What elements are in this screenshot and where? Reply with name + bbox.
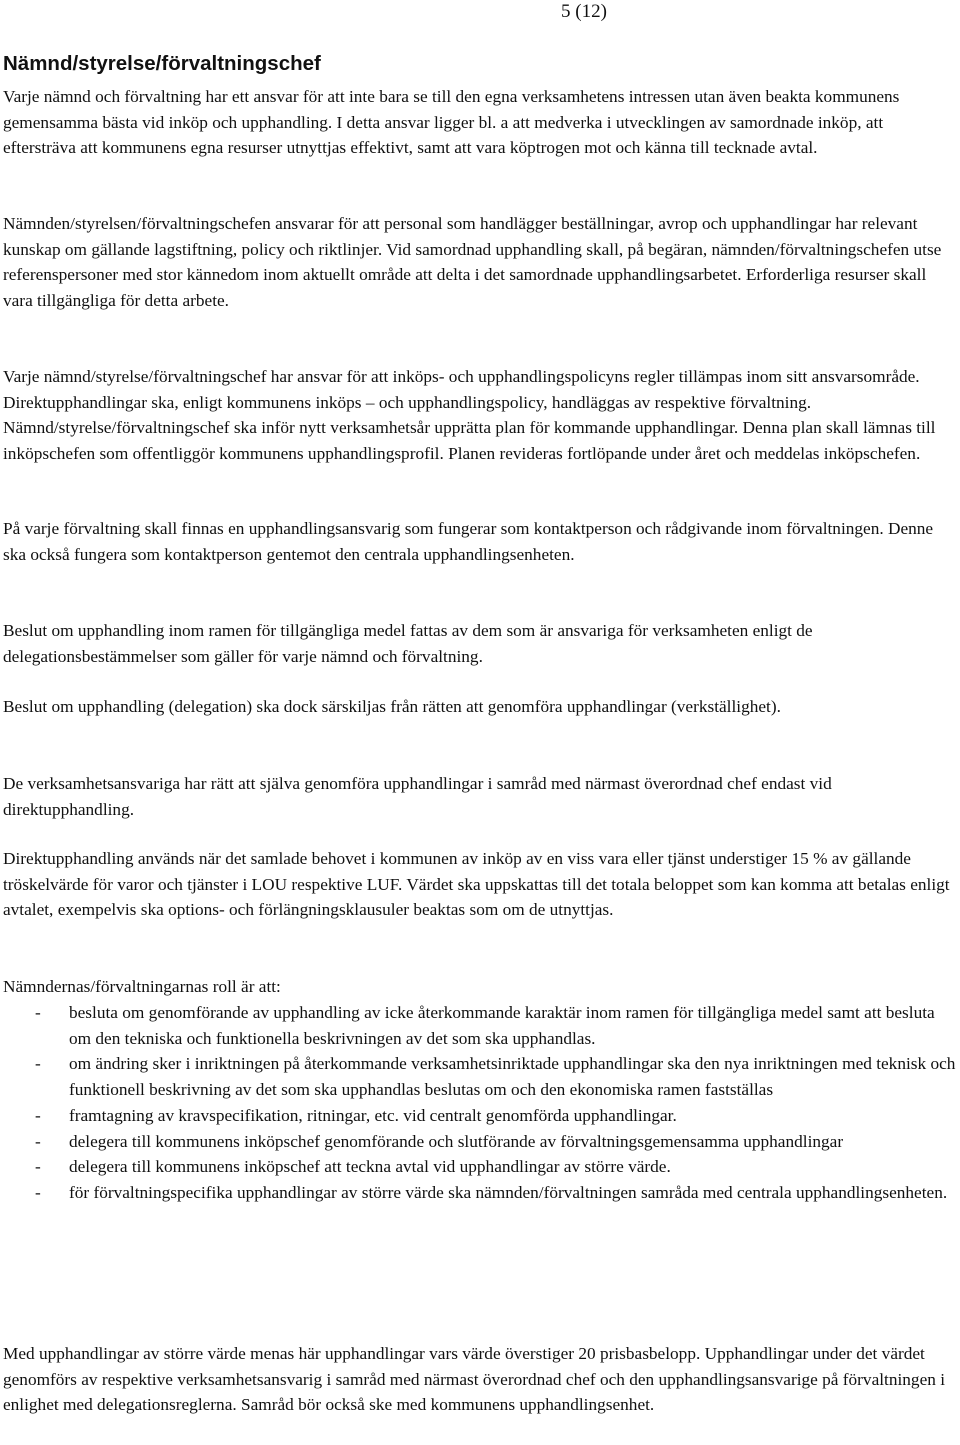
paragraph-decision: Beslut om upphandling inom ramen för tillgängliga medel fattas av dem som är ansvariga för verksamheten enligt de delegationsbestämmelser som gäller för varje nämnd och förvaltning. <box>3 621 813 666</box>
section-heading: Nämnd/styrelse/förvaltningschef <box>3 52 321 75</box>
list-item <box>3 1180 958 1206</box>
role-list <box>3 1000 958 1206</box>
paragraph-role-intro: Nämndernas/förvaltningarnas roll är att: <box>3 977 281 996</box>
list-item-text: delegera till kommunens inköpschef genomförande och slutförande av förvaltningsgemensamma upphandlingar <box>69 1131 844 1151</box>
list-item-text: delegera till kommunens inköpschef att teckna avtal vid upphandlingar av större värde. <box>69 1157 671 1177</box>
paragraph-larger-value: Med upphandlingar av större värde menas här upphandlingar vars värde överstiger 20 prisbasbelopp. Upphandlingar under det värdet genomförs av respektive verksamhetsansvarig i samråd med närmast överordnad chef och den upphandlingsansvarige på förvaltningen i enlighet med delegationsreglerna. Samråd bör också ske med kommunens upphandlingsenhet. <box>3 1344 946 1415</box>
list-item-text: för förvaltningspecifika upphandlingar av större värde ska nämnden/förvaltningen samråda med centrala upphandlingsenheten. <box>69 1182 948 1202</box>
list-item-text: framtagning av kravspecifikation, ritningar, etc. vid centralt genomförda upphandlingar. <box>69 1105 677 1125</box>
list-marker: - <box>35 1105 41 1125</box>
paragraph-direct-procurement-definition: Direktupphandling används när det samlade behovet i kommunen av inköp av en viss vara eller tjänst understiger 15 % av gällande tröskelvärde för varor och tjänster i LOU respektive LUF. Värdet ska uppskattas till det totala beloppet som kan komma att betalas enligt avtalet, exempelvis ska options- och förlängningsklausuler beaktas som om de utnyttjas. <box>3 849 950 920</box>
list-item-text: om ändring sker i inriktningen på återkommande verksamhetsinriktade upphandlingar ska den nya inriktningen med teknisk och funktionell beskrivning av det som ska upphandlas beslutas om och den ekonomiska ramen fastställas <box>69 1054 956 1100</box>
list-marker: - <box>35 1054 41 1074</box>
list-item <box>3 1051 958 1102</box>
paragraph-delegation: Beslut om upphandling (delegation) ska dock särskiljas från rätten att genomföra upphandlingar (verkställighet). <box>3 697 781 716</box>
paragraph-policy-plan: Varje nämnd/styrelse/förvaltningschef har ansvar för att inköps- och upphandlingspolicyns regler tillämpas inom sitt ansvarsområde. Direktupphandlingar ska, enligt kommunens inköps – och upphandlingspolicy, handläggas av respektive förvaltning. Nämnd/styrelse/förvaltningschef ska inför nytt verksamhetsår upprätta plan för kommande upphandlingar. Denna plan skall lämnas till inköpschefen som offentliggör kommunens upphandlingsprofil. Planen revideras fortlöpande under året och meddelas inköpschefen. <box>3 367 936 464</box>
paragraph-contact-person: På varje förvaltning skall finnas en upphandlingsansvarig som fungerar som kontaktperson och rådgivande inom förvaltningen. Denne ska också fungera som kontaktperson gentemot den centrala upphandlingsenheten. <box>3 519 934 564</box>
list-item-text: besluta om genomförande av upphandling av icke återkommande karaktär inom ramen för tillgängliga medel samt att besluta om den tekniska och funktionella beskrivningen av det som ska upphandlas. <box>69 1003 935 1048</box>
list-marker: - <box>35 1157 41 1177</box>
paragraph-responsibility: Varje nämnd och förvaltning har ett ansvar för att inte bara se till den egna verksamhetens intressen utan även beakta kommunens gemensamma bästa vid inköp och upphandling. I detta ansvar ligger bl. a att medverka i utvecklingen av samordnade inköp, att eftersträva att kommunens egna resurser utnyttjas effektivt, samt att vara köptrogen mot och känna till tecknade avtal. <box>3 87 900 158</box>
list-marker: - <box>35 1131 41 1151</box>
list-marker: - <box>35 1003 41 1022</box>
page-number: 5 (12) <box>561 1 607 22</box>
paragraph-competence: Nämnden/styrelsen/förvaltningschefen ansvarar för att personal som handlägger beställningar, avrop och upphandlingar har relevant kunskap om gällande lagstiftning, policy och riktlinjer. Vid samordnad upphandling skall, på begäran, nämnden/förvaltningschefen utse referenspersoner med stor kännedom inom aktuellt område att delta i det samordnade upphandlingsarbetet. Erforderliga resurser skall vara tillgängliga för detta arbete. <box>3 214 942 311</box>
list-item <box>3 1129 958 1155</box>
paragraph-direct-procurement-right: De verksamhetsansvariga har rätt att själva genomföra upphandlingar i samråd med närmast överordnad chef endast vid direktupphandling. <box>3 774 832 819</box>
list-item <box>3 1154 958 1180</box>
list-marker: - <box>35 1182 41 1202</box>
list-item <box>3 1103 958 1129</box>
list-item <box>3 1000 958 1051</box>
